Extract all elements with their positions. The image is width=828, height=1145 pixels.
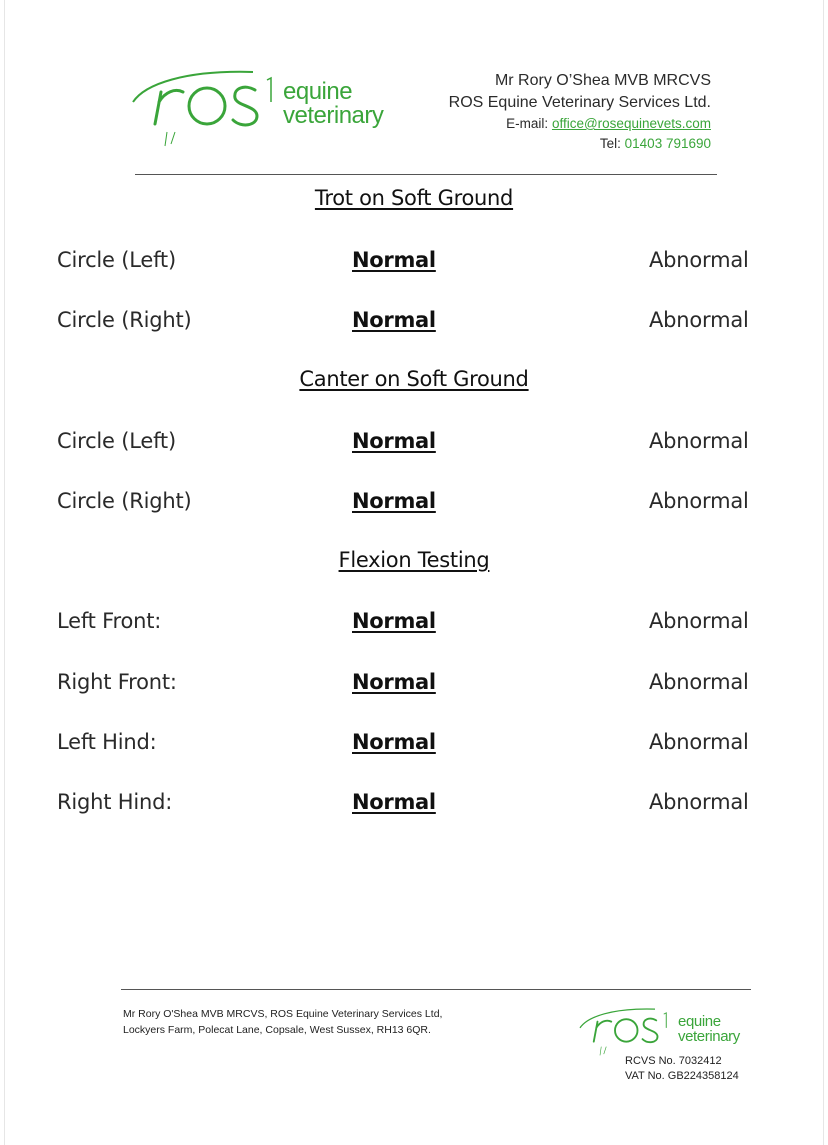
footer-logo-word-veterinary: veterinary (678, 1028, 740, 1045)
table-row (5, 670, 823, 700)
option-abnormal: Abnormal (649, 609, 749, 633)
table-row (5, 489, 823, 519)
footer-address (123, 1006, 442, 1038)
option-abnormal: Abnormal (649, 429, 749, 453)
email-line (449, 114, 711, 134)
option-normal-selected: Normal (352, 308, 436, 332)
tel-number: 01403 791690 (624, 136, 711, 151)
option-abnormal: Abnormal (649, 790, 749, 814)
row-label: Circle (Right) (57, 489, 192, 513)
table-row (5, 248, 823, 278)
row-label: Left Hind: (57, 730, 157, 754)
footer-address-line1: Mr Rory O'Shea MVB MRCVS, ROS Equine Veterinary Services Ltd, (123, 1008, 443, 1020)
option-normal-selected: Normal (352, 730, 436, 754)
section-title-canter: Canter on Soft Ground (299, 367, 529, 391)
company-name: ROS Equine Veterinary Services Ltd. (448, 94, 711, 111)
vat-number: VAT No. GB224358124 (625, 1070, 739, 1082)
table-row (5, 308, 823, 338)
option-abnormal: Abnormal (649, 248, 749, 272)
option-normal-selected: Normal (352, 489, 436, 513)
footer-registration (625, 1054, 739, 1084)
option-abnormal: Abnormal (649, 670, 749, 694)
tel-label: Tel: (599, 136, 621, 151)
email-label: E-mail: (506, 116, 549, 131)
row-label: Circle (Left) (57, 248, 176, 272)
row-label: Right Front: (57, 670, 177, 694)
footer-divider (121, 989, 751, 990)
header-logo (125, 62, 415, 152)
vet-name: Mr Rory O’Shea MVB MRCVS (494, 72, 711, 89)
header-divider (135, 174, 717, 175)
section-title-flexion: Flexion Testing (338, 548, 490, 572)
footer-logo-word-equine: equine (678, 1013, 721, 1030)
option-abnormal: Abnormal (649, 730, 749, 754)
table-row (5, 730, 823, 760)
table-row (5, 609, 823, 639)
row-label: Circle (Left) (57, 429, 176, 453)
section-title-trot: Trot on Soft Ground (314, 186, 514, 210)
row-label: Right Hind: (57, 790, 173, 814)
logo-word-equine: equine (283, 78, 353, 105)
option-abnormal: Abnormal (649, 489, 749, 513)
option-normal-selected: Normal (352, 790, 436, 814)
option-normal-selected: Normal (352, 429, 436, 453)
option-normal-selected: Normal (352, 670, 436, 694)
footer-ros-logo-mark (575, 1002, 675, 1060)
row-label: Circle (Right) (57, 308, 192, 332)
row-label: Left Front: (57, 609, 162, 633)
option-normal-selected: Normal (352, 248, 436, 272)
option-abnormal: Abnormal (649, 308, 749, 332)
footer-logo (575, 1002, 765, 1060)
table-row (5, 429, 823, 459)
logo-word-veterinary: veterinary (283, 102, 384, 129)
contact-block (449, 70, 711, 154)
option-normal-selected: Normal (352, 609, 436, 633)
document-page (4, 0, 824, 1145)
email-link[interactable]: office@rosequinevets.com (551, 116, 711, 131)
table-row (5, 790, 823, 820)
footer-address-line2: Lockyers Farm, Polecat Lane, Copsale, West Sussex, RH13 6QR. (123, 1024, 431, 1036)
tel-line (449, 134, 711, 154)
ros-logo-mark (125, 62, 285, 152)
rcvs-number: RCVS No. 7032412 (625, 1055, 722, 1067)
